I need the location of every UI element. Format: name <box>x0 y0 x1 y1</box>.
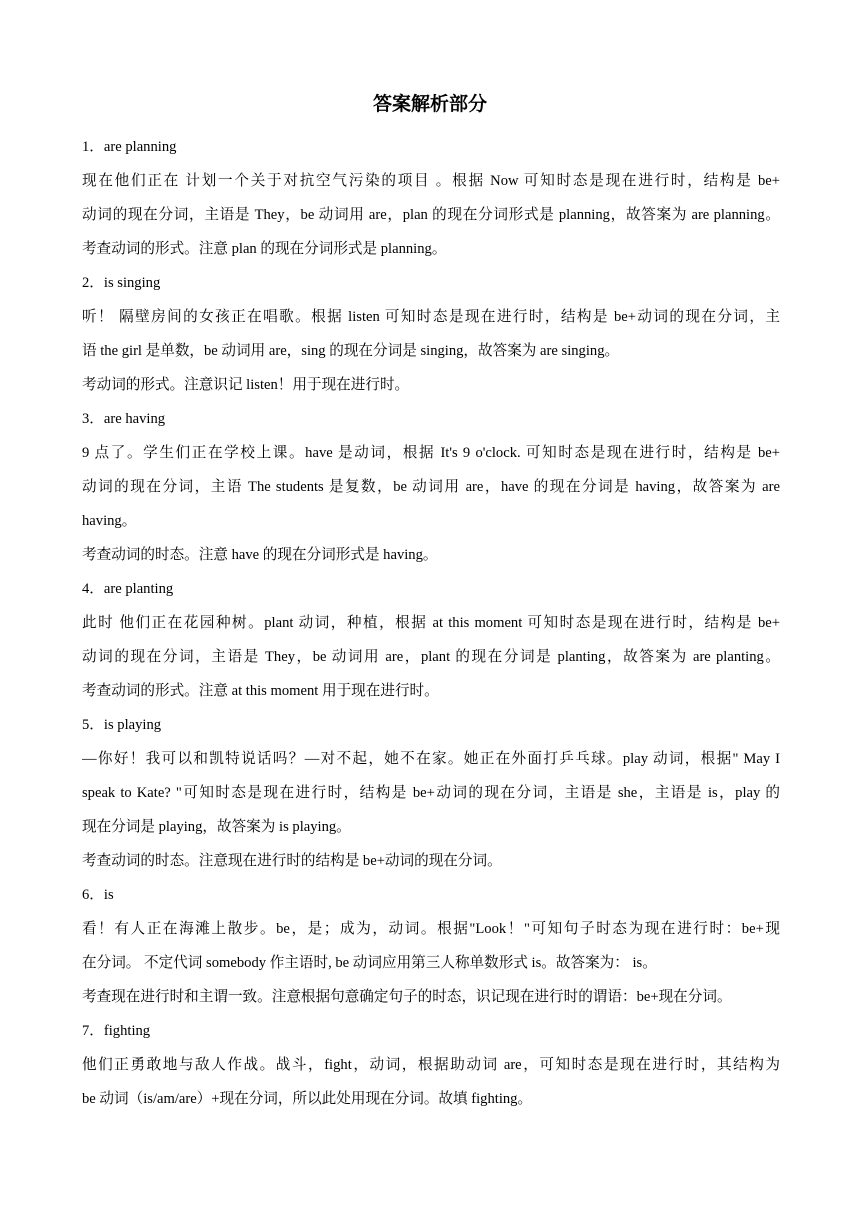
explanation-line: having。 <box>82 513 137 529</box>
explanation-line: be 动词（is/am/are）+现在分词，所以此处用现在分词。故填 fighting。 <box>82 1091 533 1107</box>
explanation-line: 语 the girl 是单数，be 动词用 are，sing 的现在分词是 singing，故答案为 are singing。 <box>82 343 620 359</box>
explanation-line: 现在他们正在 计划一个关于对抗空气污染的项目 。根据 Now 可知时态是现在进行时，结构是 be+ <box>82 173 780 189</box>
explanation-line: 考查动词的时态。注意 have 的现在分词形式是 having。 <box>82 547 438 563</box>
answer-key: 5．is playing <box>82 717 162 733</box>
explanation-line: 看！有人正在海滩上散步。be，是；成为，动词。根据"Look！"可知句子时态为现在进行时：be+现 <box>82 921 780 937</box>
answer-key: 2．is singing <box>82 275 161 291</box>
explanation-line: speak to Kate? "可知时态是现在进行时，结构是 be+动词的现在分词，主语是 she，主语是 is，play 的 <box>82 785 780 801</box>
explanation-line: 在分词。 不定代词 somebody 作主语时, be 动词应用第三人称单数形式 is。故答案为： is。 <box>82 955 657 971</box>
explanation-line: 听！ 隔壁房间的女孩正在唱歌。根据 listen 可知时态是现在进行时，结构是 be+动词的现在分词，主 <box>82 309 780 325</box>
answer-item <box>82 708 780 878</box>
explanation-line: 现在分词是 playing，故答案为 is playing。 <box>82 819 351 835</box>
answer-item <box>82 130 780 266</box>
explanation-line: 动词的现在分词，主语是 They，be 动词用 are，plant 的现在分词是 planting，故答案为 are planting。 <box>82 649 780 665</box>
answer-key: 7．fighting <box>82 1023 151 1039</box>
answer-key: 4．are planting <box>82 581 174 597</box>
answer-item <box>82 266 780 402</box>
explanation-line: —你好！我可以和凯特说话吗？—对不起，她不在家。她正在外面打乒乓球。play 动词，根据" May I <box>82 751 780 767</box>
answer-list <box>82 130 780 1116</box>
explanation-line: 考查动词的形式。注意 plan 的现在分词形式是 planning。 <box>82 241 447 257</box>
explanation-line: 动词的现在分词，主语 The students 是复数，be 动词用 are，have 的现在分词是 having，故答案为 are <box>82 479 780 495</box>
explanation-line: 考查动词的时态。注意现在进行时的结构是 be+动词的现在分词。 <box>82 853 502 869</box>
answer-item <box>82 572 780 708</box>
answer-key: 3．are having <box>82 411 166 427</box>
answer-item <box>82 402 780 572</box>
answer-item <box>82 1014 780 1116</box>
explanation-line: 9 点了。学生们正在学校上课。have 是动词，根据 It's 9 o'clock. 可知时态是现在进行时，结构是 be+ <box>82 445 780 461</box>
answer-key: 6．is <box>82 887 114 903</box>
explanation-line: 此时 他们正在花园种树。plant 动词，种植，根据 at this moment 可知时态是现在进行时，结构是 be+ <box>82 615 780 631</box>
explanation-line: 考动词的形式。注意识记 listen！用于现在进行时。 <box>82 377 410 393</box>
page-title: 答案解析部分 <box>372 93 487 115</box>
explanation-line: 他们正勇敢地与敌人作战。战斗，fight，动词，根据助动词 are，可知时态是现在进行时，其结构为 <box>82 1057 780 1073</box>
answer-item <box>82 878 780 1014</box>
answer-key: 1．are planning <box>82 139 177 155</box>
explanation-line: 动词的现在分词，主语是 They，be 动词用 are，plan 的现在分词形式是 planning，故答案为 are planning。 <box>82 207 780 223</box>
explanation-line: 考查动词的形式。注意 at this moment 用于现在进行时。 <box>82 683 439 699</box>
explanation-line: 考查现在进行时和主谓一致。注意根据句意确定句子的时态，识记现在进行时的谓语：be+现在分词。 <box>82 989 732 1005</box>
